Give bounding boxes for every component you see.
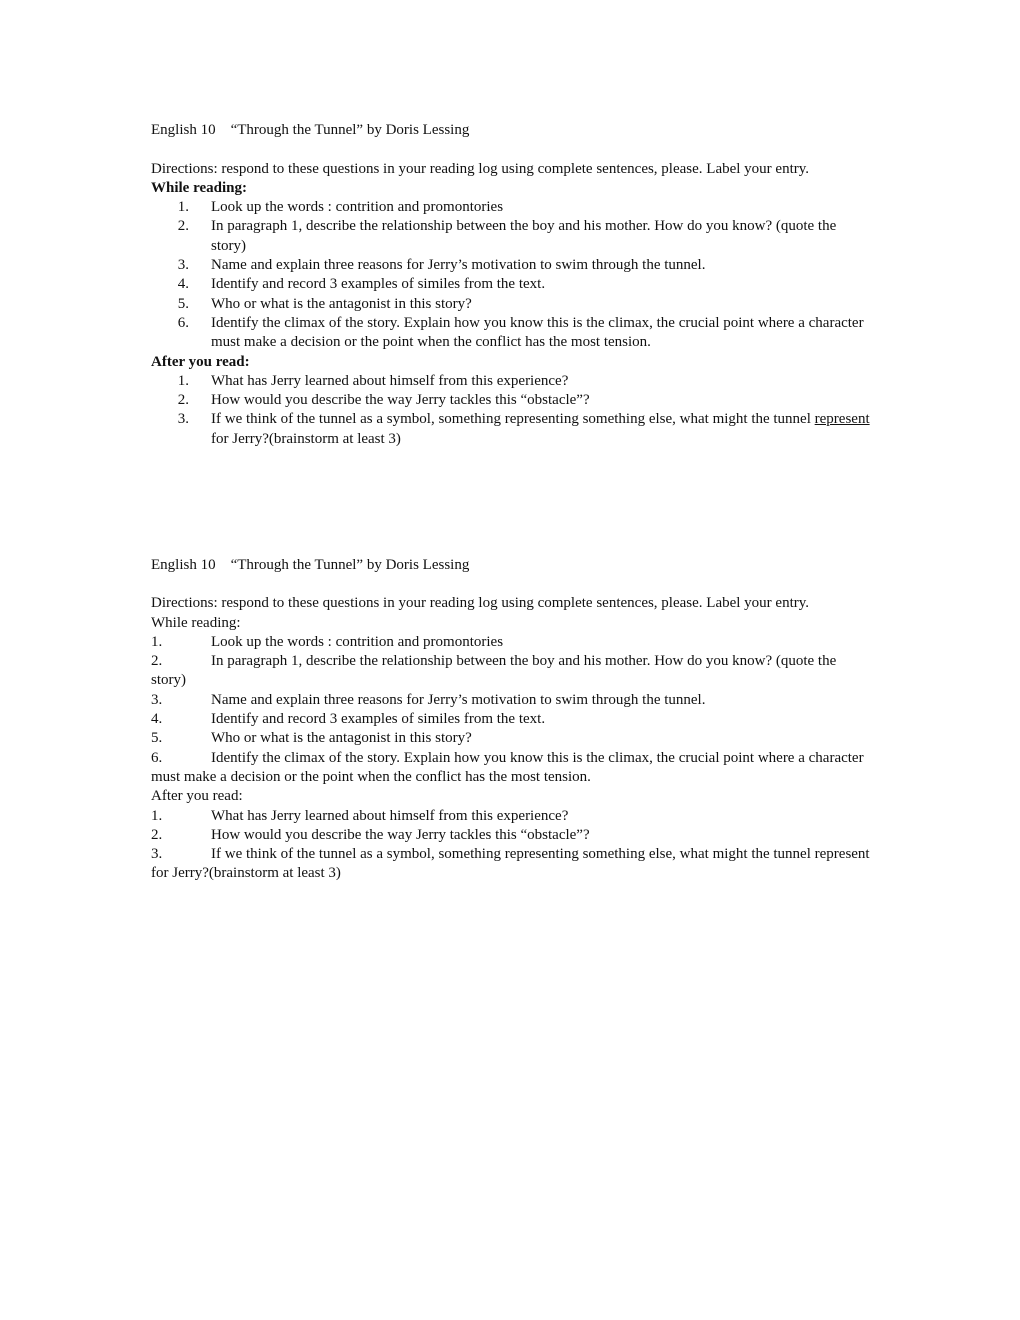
handout-title: English 10 “Through the Tunnel” by Doris Lessing bbox=[151, 556, 470, 573]
while-reading-heading: While reading: bbox=[151, 179, 247, 196]
directions: Directions: respond to these questions in your reading log using complete sentences, please. Label your entry. bbox=[151, 595, 810, 612]
list-item: 1. What has Jerry learned about himself from this experience? bbox=[177, 372, 569, 389]
list-item: 1. What has Jerry learned about himself from this experience? bbox=[151, 807, 569, 824]
list-item: 5. Who or what is the antagonist in this story? bbox=[177, 295, 472, 312]
list-item: 2. How would you describe the way Jerry tackles this “obstacle”? bbox=[177, 392, 590, 409]
list-item: 4. Identify and record 3 examples of similes from the text. bbox=[177, 276, 546, 293]
list-item: 4. Identify and record 3 examples of similes from the text. bbox=[151, 711, 546, 728]
handout-plain bbox=[151, 556, 871, 884]
list-item: 6. Identify the climax of the story. Explain how you know this is the climax, the crucial point where a character must make a decision or the point when the conflict has the most tension. bbox=[177, 314, 864, 351]
directions: Directions: respond to these questions in your reading log using complete sentences, please. Label your entry. bbox=[151, 160, 810, 177]
list-item: 5. Who or what is the antagonist in this story? bbox=[151, 730, 472, 747]
while-reading-heading: While reading: bbox=[151, 614, 241, 631]
handout-title: English 10 “Through the Tunnel” by Doris Lessing bbox=[151, 122, 470, 138]
list-item: 2. In paragraph 1, describe the relationship between the boy and his mother. How do you know? (quote the story) bbox=[151, 653, 837, 689]
list-item: 3. Name and explain three reasons for Jerry’s motivation to swim through the tunnel. bbox=[177, 257, 706, 274]
list-item: 2. How would you describe the way Jerry tackles this “obstacle”? bbox=[151, 826, 590, 843]
list-item: 3. If we think of the tunnel as a symbol, something representing something else, what might the tunnel represent for Jerry?(brainstorm at least 3) bbox=[177, 411, 870, 447]
handout-formatted bbox=[151, 121, 871, 449]
list-item: 6. Identify the climax of the story. Explain how you know this is the climax, the crucial point where a character must make a decision or the point when the conflict has the most tension. bbox=[151, 749, 864, 785]
while-reading-list bbox=[151, 198, 871, 352]
while-reading-list bbox=[151, 633, 871, 787]
list-item: 2. In paragraph 1, describe the relationship between the boy and his mother. How do you know? (quote the story) bbox=[177, 218, 837, 254]
list-item: 3. If we think of the tunnel as a symbol, something representing something else, what might the tunnel represent for Jerry?(brainstorm at least 3) bbox=[151, 846, 870, 882]
after-reading-heading: After you read: bbox=[151, 353, 250, 370]
underlined-word: represent bbox=[814, 411, 870, 428]
after-reading-list bbox=[151, 372, 871, 449]
list-item: 1. Look up the words : contrition and promontories bbox=[151, 633, 504, 650]
list-item: 1. Look up the words : contrition and promontories bbox=[177, 199, 504, 216]
list-item: 3. Name and explain three reasons for Jerry’s motivation to swim through the tunnel. bbox=[151, 691, 706, 708]
document-page bbox=[151, 121, 871, 884]
after-reading-heading: After you read: bbox=[151, 788, 243, 805]
after-reading-list bbox=[151, 807, 871, 884]
